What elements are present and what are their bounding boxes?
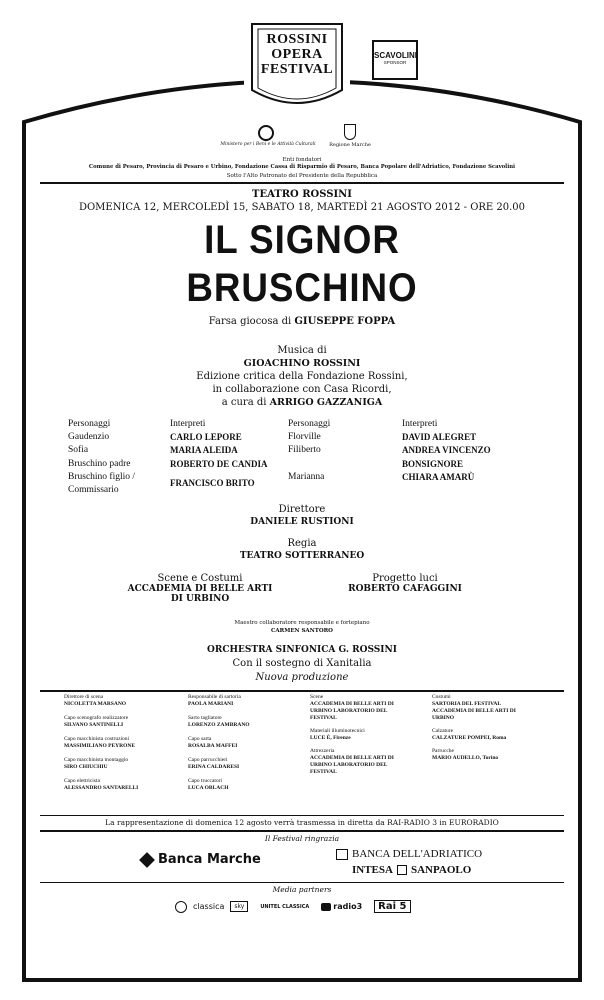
crew-name: ROSALBA MAFFEI	[188, 743, 238, 749]
crew-item	[64, 736, 184, 750]
singer: DAVID ALEGRET	[402, 432, 477, 443]
crew-label: Capo parrucchieri	[188, 757, 228, 763]
title-line-2: BRUSCHINO	[186, 266, 418, 310]
crew-label: Costumi	[432, 694, 451, 700]
media-radio3: radio3	[333, 902, 363, 911]
cast-header-interpreti: Interpreti	[402, 419, 438, 429]
crew-item	[64, 757, 184, 771]
crew-label: Capo scenografo realizzatore	[64, 715, 129, 721]
subtitle-prefix: Farsa giocosa di	[208, 316, 292, 327]
crew-name: SIRO CHIUCHIU	[64, 764, 108, 770]
title-line-1: IL SIGNOR	[204, 218, 400, 262]
media-top-rule	[40, 882, 564, 883]
crew-label: Capo macchinista montaggio	[64, 757, 129, 763]
crew-label: Capo sarta	[188, 736, 212, 742]
composer: GIOACHINO ROSSINI	[243, 358, 361, 369]
crew-col-2	[188, 694, 303, 792]
role: Marianna	[288, 471, 325, 482]
crew-item	[188, 736, 303, 750]
crew-name: SILVANO SANTINELLI	[64, 722, 124, 728]
orchestra: ORCHESTRA SINFONICA G. ROSSINI	[207, 645, 397, 655]
adriatico-icon	[336, 849, 348, 860]
crew-item	[432, 728, 532, 742]
cast-right-roles	[288, 418, 388, 484]
role: Commissario	[68, 485, 119, 496]
role: Bruschino padre	[68, 458, 131, 469]
scene-block	[110, 573, 290, 604]
scavolini-name: SCAVOLINI	[374, 51, 417, 60]
scavolini-sub: SPONSOR	[383, 60, 407, 65]
support: Con il sostegno di Xanitalia	[232, 658, 372, 669]
singer: MARIA ALEIDA	[170, 445, 238, 456]
adriatico-name: BANCA DELL'ADRIATICO	[352, 848, 483, 860]
crew-label: Direttore di scena	[64, 694, 104, 700]
thanks-label: Il Festival ringrazia	[264, 834, 340, 843]
crew-label: Responsabile di sartoria	[188, 694, 241, 700]
crew-name: LUCA OBLACH	[188, 785, 229, 791]
crew-label: Calzature	[432, 728, 454, 734]
banca-marche-icon	[139, 852, 155, 868]
banca-marche-logo	[140, 852, 261, 867]
rai-radio3-logo	[321, 902, 362, 911]
crew-item	[64, 778, 184, 792]
singer: ANDREA VINCENZO	[402, 445, 491, 456]
intesa-sanpaolo-logo	[352, 864, 471, 876]
director: DANIELE RUSTIONI	[250, 517, 354, 527]
media-rai5: Rai 5	[374, 900, 410, 913]
crew-label: Capo macchinista costruzioni	[64, 736, 130, 742]
cast-right-singers	[402, 418, 542, 484]
singer: ROBERTO DE CANDIA	[170, 458, 268, 469]
crew-top-rule	[40, 690, 564, 692]
media-sky: sky	[230, 901, 248, 912]
rai-icon	[321, 903, 331, 911]
maestro: CARMEN SANTORO	[271, 628, 333, 634]
venue: TEATRO ROSSINI	[252, 189, 352, 200]
maestro-label: Maestro collaboratore responsabile e fortepiano	[234, 620, 370, 626]
crew-col-3	[310, 694, 410, 776]
crew-label: Materiali illuminotecnici	[310, 728, 365, 734]
crew-name: LUCE È, Firenze	[310, 735, 351, 741]
crew-item	[310, 748, 410, 776]
crew-name: SARTORIA DEL FESTIVAL ACCADEMIA DI BELLE ARTI DI URBINO	[432, 701, 516, 721]
founders-label: Enti fondatori	[282, 157, 322, 163]
broadcast-bottom-rule	[40, 830, 564, 832]
ministry-emblem-icon	[258, 125, 274, 141]
crew-item	[310, 728, 410, 742]
crew-label: Scene	[310, 694, 324, 700]
editor-prefix: a cura di	[221, 397, 267, 408]
dates: DOMENICA 12, MERCOLEDÌ 15, SABATO 18, MARTEDÌ 21 AGOSTO 2012 - ORE 20.00	[78, 202, 526, 213]
crew-item	[188, 757, 303, 771]
singer: CHIARA AMARÙ	[402, 471, 475, 482]
scavolini-logo	[372, 40, 418, 80]
crew-name: ACCADEMIA DI BELLE ARTI DI URBINO LABORATORIO DEL FESTIVAL	[310, 755, 394, 775]
singer: BONSIGNORE	[402, 458, 464, 469]
broadcast-line: La rappresentazione di domenica 12 agosto verrà trasmessa in diretta da RAI-RADIO 3 in EURORADIO	[105, 818, 499, 827]
sanpaolo-name: SANPAOLO	[410, 864, 472, 876]
crew-item	[188, 694, 303, 708]
crew-label: Attrezzeria	[310, 748, 335, 754]
role: Bruschino figlio /	[68, 471, 136, 482]
patronage-line: Sotto l'Alto Patronato del Presidente della Repubblica	[226, 173, 378, 179]
regia: TEATRO SOTTERRANEO	[239, 551, 365, 561]
crew-name: MARIO AUDELLO, Torino	[432, 755, 499, 761]
media-classica: classica	[193, 902, 225, 911]
logo-line-3: FESTIVAL	[260, 62, 334, 77]
crew-label: Sarto tagliatore	[188, 715, 222, 721]
intesa-name: INTESA	[352, 864, 393, 876]
crew-name: CALZATURE POMPEI, Roma	[432, 735, 507, 741]
cast-header-interpreti: Interpreti	[170, 419, 206, 429]
regia-label: Regia	[287, 538, 317, 549]
subtitle	[40, 316, 564, 327]
cast-header-personaggi: Personaggi	[288, 419, 331, 429]
founders-list: Comune di Pesaro, Provincia di Pesaro e Urbino, Fondazione Cassa di Risparmio di Pesaro, Banca Popolare dell'Adriatico, Fondazione Scavolini	[88, 164, 516, 170]
logo-line-1: ROSSINI	[266, 32, 328, 47]
crew-item	[64, 694, 184, 708]
top-rule	[40, 182, 564, 184]
crew-name: ALESSANDRO SANTARELLI	[64, 785, 139, 791]
crew-label: Capo truccatori	[188, 778, 223, 784]
lights-label: Progetto luci	[372, 573, 438, 584]
editor: ARRIGO GAZZANIGA	[269, 397, 383, 408]
role: Filiberto	[288, 445, 321, 456]
broadcast-top-rule	[40, 815, 564, 816]
ministry-line: Ministero per i Beni e le Attività Culturali	[220, 142, 316, 147]
crew-col-4	[432, 694, 532, 762]
crew-item	[188, 715, 303, 729]
cast-left-singers	[170, 418, 300, 490]
lights-block	[320, 573, 490, 594]
production: Nuova produzione	[255, 672, 349, 683]
role: Florville	[288, 432, 321, 443]
media-unitel: UNITEL CLASSICA	[260, 903, 310, 910]
crew-item	[188, 778, 303, 792]
crew-label: Capo elettricista	[64, 778, 100, 784]
classica-icon	[175, 901, 187, 913]
crew-name: ACCADEMIA DI BELLE ARTI DI URBINO LABORATORIO DEL FESTIVAL	[310, 701, 394, 721]
media-partners-row	[175, 900, 411, 913]
crew-item	[432, 694, 532, 722]
crew-name: LORENZO ZAMBRANO	[188, 722, 250, 728]
crew-item	[64, 715, 184, 729]
region-emblem-icon	[344, 124, 356, 140]
role	[288, 458, 388, 471]
crew-col-1	[64, 694, 184, 792]
music-label: Musica di	[277, 345, 327, 356]
crew-name: NICOLETTA MARSANO	[64, 701, 127, 707]
crew-label: Parrucche	[432, 748, 454, 754]
banca-marche-name: Banca Marche	[158, 852, 261, 867]
cast-header-personaggi: Personaggi	[68, 419, 111, 429]
adriatico-logo	[336, 848, 482, 860]
festival-logo	[244, 18, 350, 110]
scene-label: Scene e Costumi	[157, 573, 243, 584]
lights: ROBERTO CAFAGGINI	[348, 584, 462, 594]
crew-name: PAOLA MARIANI	[188, 701, 234, 707]
role: Gaudenzio	[68, 432, 110, 443]
crew-name: ERINA CALDARESI	[188, 764, 240, 770]
editor-line	[40, 397, 564, 408]
sanpaolo-icon	[397, 865, 407, 875]
edition-line-2: in collaborazione con Casa Ricordi,	[212, 384, 392, 395]
crew-item	[432, 748, 532, 762]
scene-line-2: DI URBINO	[170, 594, 230, 604]
cast-left-roles	[68, 418, 178, 497]
singer: FRANCISCO BRITO	[170, 477, 255, 488]
media-label: Media partners	[272, 885, 332, 894]
crew-item	[310, 694, 410, 722]
director-label: Direttore	[278, 504, 326, 515]
logo-line-2: OPERA	[271, 47, 323, 62]
librettist: GIUSEPPE FOPPA	[294, 316, 396, 327]
scene-line-1: ACCADEMIA DI BELLE ARTI	[127, 584, 273, 594]
edition-line-1: Edizione critica della Fondazione Rossini,	[196, 371, 408, 382]
singer: CARLO LEPORE	[170, 432, 242, 443]
role: Sofia	[68, 445, 89, 456]
region-line: Regione Marche	[329, 142, 371, 148]
crew-name: MASSIMILIANO PEYRONE	[64, 743, 136, 749]
